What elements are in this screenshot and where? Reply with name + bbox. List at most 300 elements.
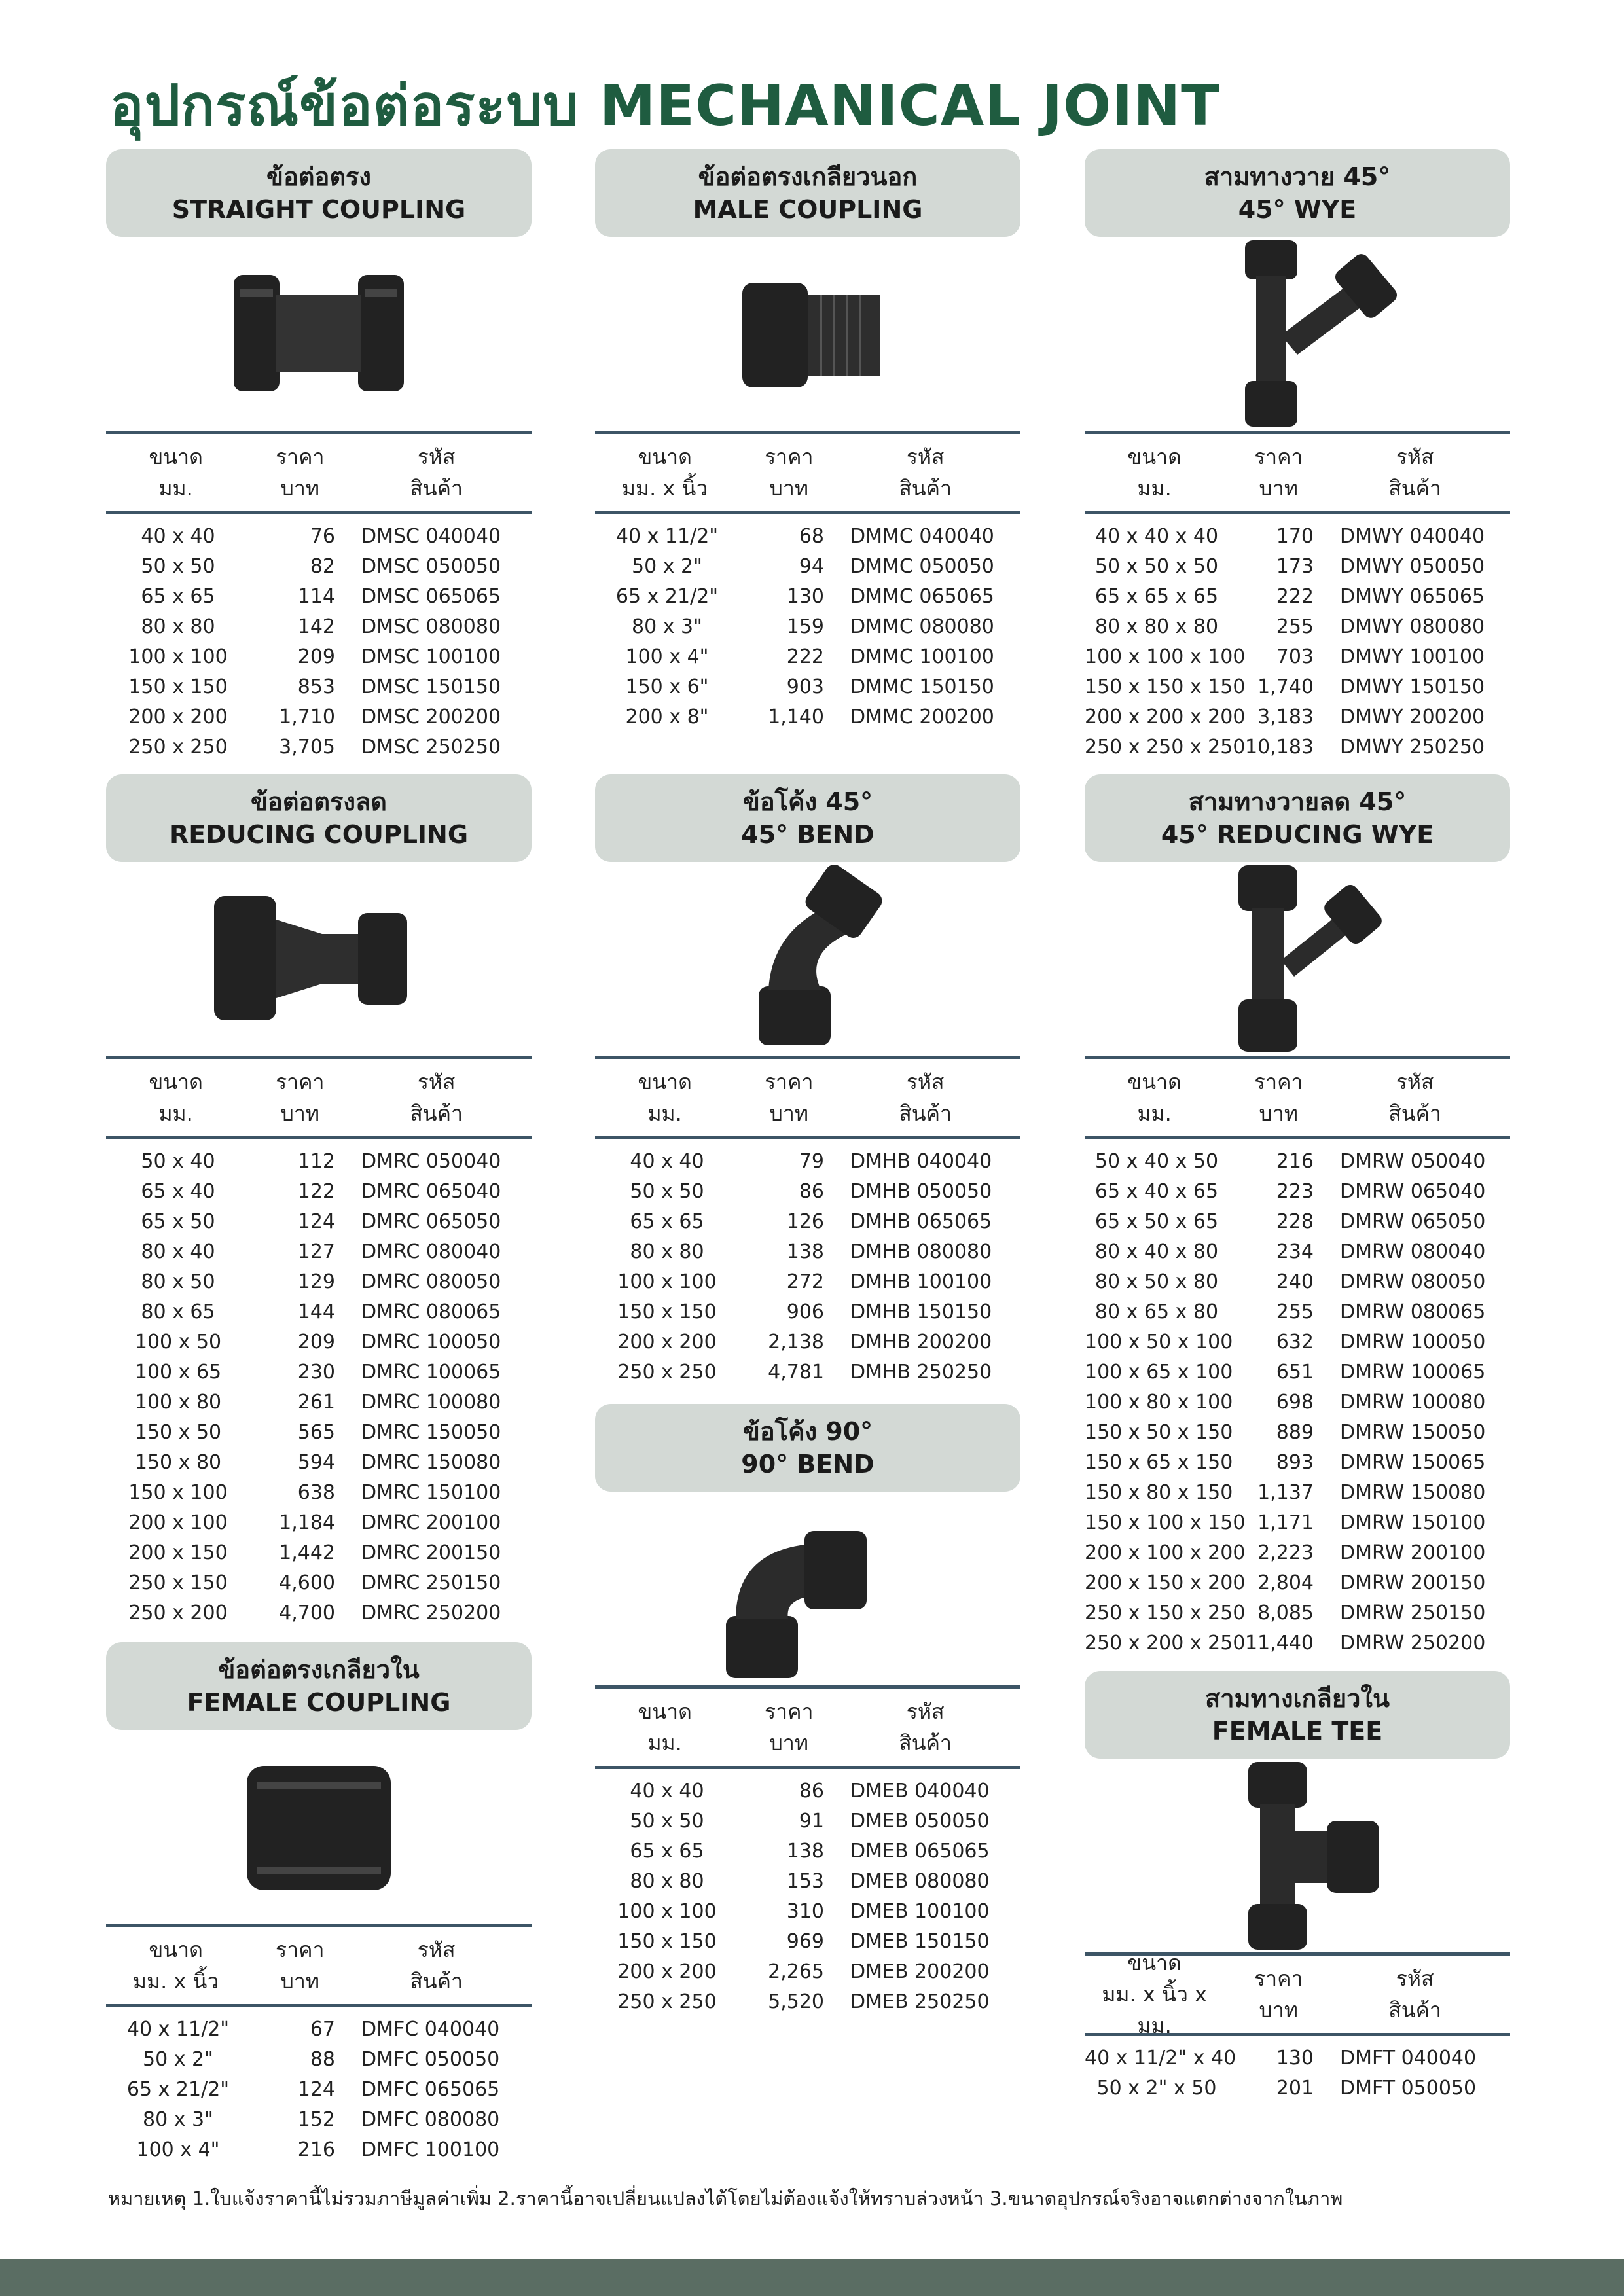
size-cell: 40 x 40 <box>630 1779 704 1803</box>
table-row <box>595 1836 1020 1866</box>
table-row <box>1085 1507 1510 1537</box>
size-cell: 65 x 65 x 65 <box>1094 584 1219 608</box>
price-column-header-line: ราคา <box>764 1699 814 1724</box>
size-cell: 250 x 150 <box>128 1571 228 1594</box>
price-column-header-line: บาท <box>1259 476 1298 501</box>
table-body <box>1085 2036 1510 2103</box>
code-cell: DMEB 080080 <box>850 1869 990 1893</box>
size-cell: 150 x 100 x 150 <box>1085 1511 1246 1534</box>
table-row <box>595 1926 1020 1956</box>
price-cell: 1,171 <box>1257 1511 1314 1534</box>
price-column-header-line: บาท <box>280 1969 319 1994</box>
price-cell: 67 <box>310 2017 335 2041</box>
page-title: อุปกรณ์ข้อต่อระบบ MECHANICAL JOINT <box>110 73 1220 139</box>
price-cell: 91 <box>799 1809 824 1833</box>
price-cell: 638 <box>297 1480 335 1504</box>
size-cell: 50 x 2" x 50 <box>1096 2076 1217 2100</box>
code-cell: DMWY 200200 <box>1340 705 1485 728</box>
size-column-header-line: ขนาด <box>149 444 203 469</box>
code-column-header <box>830 1066 1020 1129</box>
table-row <box>106 732 532 762</box>
size-cell: 150 x 80 <box>134 1450 222 1474</box>
code-cell: DMWY 250250 <box>1340 735 1485 759</box>
price-cell: 3,705 <box>279 735 335 759</box>
product-image <box>1085 862 1510 1056</box>
code-cell: DMRC 150080 <box>361 1450 501 1474</box>
table-row <box>1085 641 1510 672</box>
price-cell: 11,440 <box>1245 1631 1314 1655</box>
table-row <box>595 1866 1020 1896</box>
section-male-coupling <box>595 149 1020 732</box>
section-title-thai: ข้อโค้ง 45° <box>742 787 873 816</box>
table-row <box>1085 2043 1510 2073</box>
section-title-english: FEMALE COUPLING <box>187 1688 451 1717</box>
table-row <box>1085 1447 1510 1477</box>
section-title-thai: สามทางเกลียวใน <box>1205 1684 1390 1713</box>
price-column-header-line: บาท <box>1259 1101 1298 1126</box>
table-row <box>595 1776 1020 1806</box>
table-row <box>106 1236 532 1266</box>
price-column-header <box>734 1066 830 1129</box>
size-cell: 50 x 50 <box>141 554 215 578</box>
table-row <box>1085 1206 1510 1236</box>
code-column-header-line: รหัส <box>417 1069 456 1094</box>
price-cell: 86 <box>799 1179 824 1203</box>
code-cell: DMRW 100065 <box>1340 1360 1486 1384</box>
price-cell: 255 <box>1276 615 1314 638</box>
code-cell: DMSC 100100 <box>361 645 501 668</box>
size-cell: 150 x 100 <box>128 1480 228 1504</box>
code-cell: DMMC 200200 <box>850 705 994 728</box>
price-column-header <box>245 441 341 504</box>
size-column-header <box>1085 441 1224 504</box>
price-cell: 112 <box>297 1149 335 1173</box>
table-header <box>595 1685 1020 1769</box>
price-column-header <box>1224 1066 1320 1129</box>
code-cell: DMMC 050050 <box>850 554 994 578</box>
section-title-english: 45° REDUCING WYE <box>1161 820 1434 849</box>
size-cell: 250 x 200 x 250 <box>1085 1631 1246 1655</box>
table-row <box>1085 1477 1510 1507</box>
size-column-header-line: มม. <box>158 1101 193 1126</box>
code-cell: DMRW 100080 <box>1340 1390 1486 1414</box>
size-cell: 65 x 21/2" <box>126 2077 230 2101</box>
table-row <box>595 551 1020 581</box>
price-column-header-line: บาท <box>1259 1998 1298 2022</box>
size-cell: 80 x 65 x 80 <box>1094 1300 1219 1323</box>
code-cell: DMWY 150150 <box>1340 675 1485 698</box>
code-cell: DMEB 200200 <box>850 1960 990 1983</box>
code-cell: DMFC 040040 <box>361 2017 500 2041</box>
table-header <box>106 1924 532 2007</box>
price-cell: 3,183 <box>1257 705 1314 728</box>
code-cell: DMRW 150080 <box>1340 1480 1486 1504</box>
price-column-header-line: ราคา <box>275 1069 325 1094</box>
table-row <box>595 1896 1020 1926</box>
table-row <box>595 1956 1020 1986</box>
size-cell: 100 x 50 x 100 <box>1085 1330 1233 1354</box>
code-cell: DMHB 040040 <box>850 1149 992 1173</box>
price-cell: 4,700 <box>279 1601 335 1624</box>
price-cell: 222 <box>1276 584 1314 608</box>
price-cell: 173 <box>1276 554 1314 578</box>
price-cell: 310 <box>786 1899 824 1923</box>
table-row <box>106 2134 532 2164</box>
price-cell: 153 <box>786 1869 824 1893</box>
size-column-header-line: ขนาด <box>1127 1950 1182 1975</box>
price-cell: 893 <box>1276 1450 1314 1474</box>
table-row <box>106 1477 532 1507</box>
size-cell: 50 x 50 <box>630 1809 704 1833</box>
size-cell: 80 x 50 x 80 <box>1094 1270 1219 1293</box>
price-column-header-line: บาท <box>280 1101 319 1126</box>
size-cell: 50 x 40 <box>141 1149 215 1173</box>
size-cell: 40 x 40 <box>630 1149 704 1173</box>
price-column-header-line: บาท <box>769 1101 808 1126</box>
size-cell: 40 x 11/2" x 40 <box>1085 2046 1236 2070</box>
tee-fitting-icon <box>1085 1759 1510 1952</box>
section-title-english: 45° WYE <box>1238 195 1357 224</box>
size-cell: 65 x 50 x 65 <box>1094 1210 1219 1233</box>
code-cell: DMHB 150150 <box>850 1300 992 1323</box>
price-cell: 2,265 <box>768 1960 824 1983</box>
code-cell: DMHB 080080 <box>850 1240 992 1263</box>
table-row <box>106 702 532 732</box>
bend45-fitting-icon <box>595 862 1020 1056</box>
size-cell: 100 x 65 <box>134 1360 222 1384</box>
product-image <box>1085 1759 1510 1952</box>
code-cell: DMRC 250150 <box>361 1571 501 1594</box>
code-cell: DMRC 200100 <box>361 1511 501 1534</box>
code-cell: DMRW 150065 <box>1340 1450 1486 1474</box>
code-column-header-line: รหัส <box>1396 444 1434 469</box>
price-cell: 234 <box>1276 1240 1314 1263</box>
size-column-header-line: มม. <box>1137 1101 1172 1126</box>
table-row <box>106 1146 532 1176</box>
price-cell: 2,804 <box>1257 1571 1314 1594</box>
section-title-thai: ข้อต่อตรงเกลียวใน <box>218 1655 420 1684</box>
code-cell: DMWY 100100 <box>1340 645 1485 668</box>
code-cell: DMRC 080040 <box>361 1240 501 1263</box>
size-column-header-line: ขนาด <box>638 1069 692 1094</box>
table-row <box>106 1537 532 1568</box>
code-column-header <box>830 1696 1020 1759</box>
code-cell: DMMC 065065 <box>850 584 994 608</box>
code-cell: DMRC 250200 <box>361 1601 501 1624</box>
section-header <box>106 149 532 237</box>
price-cell: 651 <box>1276 1360 1314 1384</box>
code-cell: DMWY 080080 <box>1340 615 1485 638</box>
size-cell: 50 x 2" <box>632 554 702 578</box>
table-body <box>595 1769 1020 2017</box>
table-row <box>1085 2073 1510 2103</box>
product-image <box>1085 237 1510 431</box>
code-column-header-line: สินค้า <box>899 476 952 501</box>
section-straight-coupling <box>106 149 532 762</box>
section-header <box>595 149 1020 237</box>
size-cell: 80 x 80 <box>630 1869 704 1893</box>
table-row <box>106 1266 532 1297</box>
section-header <box>595 1404 1020 1492</box>
table-row <box>106 1357 532 1387</box>
code-cell: DMMC 080080 <box>850 615 994 638</box>
price-column-header <box>1224 441 1320 504</box>
price-cell: 1,137 <box>1257 1480 1314 1504</box>
size-column-header <box>106 441 245 504</box>
price-cell: 889 <box>1276 1420 1314 1444</box>
table-row <box>1085 1537 1510 1568</box>
code-column-header <box>1320 1066 1510 1129</box>
code-cell: DMRW 065040 <box>1340 1179 1486 1203</box>
price-column-header <box>734 441 830 504</box>
table-row <box>595 1986 1020 2017</box>
price-cell: 1,184 <box>279 1511 335 1534</box>
table-row <box>1085 1417 1510 1447</box>
table-row <box>106 1568 532 1598</box>
price-cell: 2,138 <box>768 1330 824 1354</box>
table-row <box>1085 1266 1510 1297</box>
size-column-header <box>106 1066 245 1129</box>
section-45-bend <box>595 774 1020 1387</box>
size-cell: 250 x 200 <box>128 1601 228 1624</box>
price-cell: 4,600 <box>279 1571 335 1594</box>
table-row <box>106 641 532 672</box>
code-column-header-line: รหัส <box>906 1699 945 1724</box>
price-cell: 228 <box>1276 1210 1314 1233</box>
price-cell: 703 <box>1276 645 1314 668</box>
price-cell: 906 <box>786 1300 824 1323</box>
table-row <box>106 2104 532 2134</box>
section-title-english: MALE COUPLING <box>693 195 923 224</box>
size-column-header-line: มม. x นิ้ว <box>621 476 708 501</box>
price-cell: 94 <box>799 554 824 578</box>
size-cell: 100 x 4" <box>136 2138 220 2161</box>
table-row <box>1085 1387 1510 1417</box>
price-column-header <box>734 1696 830 1759</box>
table-header <box>106 1056 532 1139</box>
code-cell: DMHB 050050 <box>850 1179 992 1203</box>
size-column-header-line: มม. x นิ้ว <box>132 1969 219 1994</box>
price-cell: 255 <box>1276 1300 1314 1323</box>
code-cell: DMHB 065065 <box>850 1210 992 1233</box>
size-cell: 100 x 4" <box>625 645 709 668</box>
code-cell: DMRC 100065 <box>361 1360 501 1384</box>
table-row <box>595 521 1020 551</box>
section-title-thai: ข้อต่อตรง <box>266 162 371 191</box>
size-cell: 200 x 200 <box>617 1330 717 1354</box>
price-column-header <box>245 1066 341 1129</box>
code-cell: DMFT 050050 <box>1340 2076 1477 2100</box>
table-row <box>595 1266 1020 1297</box>
code-cell: DMRW 150100 <box>1340 1511 1486 1534</box>
price-cell: 632 <box>1276 1330 1314 1354</box>
size-cell: 80 x 3" <box>632 615 702 638</box>
size-cell: 65 x 40 x 65 <box>1094 1179 1219 1203</box>
price-cell: 903 <box>786 675 824 698</box>
price-cell: 240 <box>1276 1270 1314 1293</box>
size-column-header <box>1085 1066 1224 1129</box>
size-cell: 65 x 65 <box>141 584 215 608</box>
code-cell: DMRW 065050 <box>1340 1210 1486 1233</box>
product-image <box>595 1492 1020 1685</box>
size-cell: 40 x 40 <box>141 524 215 548</box>
size-column-header <box>595 1066 734 1129</box>
price-cell: 82 <box>310 554 335 578</box>
price-column-header-line: บาท <box>280 476 319 501</box>
section-title-thai: ข้อโค้ง 90° <box>742 1417 873 1446</box>
table-row <box>1085 551 1510 581</box>
price-cell: 68 <box>799 524 824 548</box>
price-cell: 2,223 <box>1257 1541 1314 1564</box>
table-row <box>1085 1327 1510 1357</box>
table-row <box>595 672 1020 702</box>
size-column-header-line: ขนาด <box>1127 444 1182 469</box>
table-row <box>106 521 532 551</box>
size-cell: 200 x 100 x 200 <box>1085 1541 1246 1564</box>
size-cell: 100 x 80 <box>134 1390 222 1414</box>
price-column-header <box>245 1934 341 1997</box>
price-column-header <box>1224 1963 1320 2026</box>
table-row <box>595 1357 1020 1387</box>
size-cell: 80 x 80 <box>630 1240 704 1263</box>
table-body <box>595 514 1020 732</box>
price-cell: 216 <box>297 2138 335 2161</box>
code-column-header-line: รหัส <box>1396 1966 1434 1991</box>
table-row <box>1085 702 1510 732</box>
table-row <box>1085 611 1510 641</box>
straight-fitting-icon <box>106 237 532 431</box>
code-cell: DMEB 250250 <box>850 1990 990 2013</box>
price-cell: 222 <box>786 645 824 668</box>
size-cell: 65 x 65 <box>630 1210 704 1233</box>
table-row <box>106 1327 532 1357</box>
table-row <box>106 1417 532 1447</box>
code-cell: DMRW 050040 <box>1340 1149 1486 1173</box>
footnote: หมายเหตุ 1.ใบแจ้งราคานี้ไม่รวมภาษีมูลค่าเพิ่ม 2.ราคานี้อาจเปลี่ยนแปลงได้โดยไม่ต้องแจ้งให้ทราบล่วงหน้า 3.ขนาดอุปกรณ์จริงอาจแตกต่างจากในภาพ <box>108 2187 1343 2210</box>
code-cell: DMSC 050050 <box>361 554 501 578</box>
section-female-tee <box>1085 1671 1510 2103</box>
size-cell: 100 x 50 <box>134 1330 222 1354</box>
table-row <box>1085 672 1510 702</box>
code-column-header-line: สินค้า <box>899 1731 952 1755</box>
table-body <box>106 1139 532 1628</box>
table-header <box>595 1056 1020 1139</box>
size-column-header-line: ขนาด <box>149 1069 203 1094</box>
section-90-bend <box>595 1404 1020 2017</box>
code-cell: DMRC 065040 <box>361 1179 501 1203</box>
section-title-thai: สามทางวาย 45° <box>1204 162 1391 191</box>
table-row <box>595 1206 1020 1236</box>
table-row <box>595 1146 1020 1176</box>
code-column-header-line: สินค้า <box>410 476 463 501</box>
table-row <box>1085 1297 1510 1327</box>
wye-fitting-icon <box>1085 237 1510 431</box>
size-column-header-line: มม. <box>1137 476 1172 501</box>
code-column-header-line: สินค้า <box>1388 1101 1441 1126</box>
section-title-english: 45° BEND <box>741 820 875 849</box>
section-45-wye <box>1085 149 1510 762</box>
code-column-header-line: รหัส <box>906 444 945 469</box>
code-cell: DMFC 100100 <box>361 2138 500 2161</box>
code-cell: DMRC 100050 <box>361 1330 501 1354</box>
price-cell: 565 <box>297 1420 335 1444</box>
code-column-header <box>830 441 1020 504</box>
section-title-thai: สามทางวายลด 45° <box>1188 787 1407 816</box>
size-cell: 250 x 250 x 250 <box>1085 735 1246 759</box>
product-image <box>106 237 532 431</box>
code-cell: DMHB 200200 <box>850 1330 992 1354</box>
price-cell: 209 <box>297 645 335 668</box>
price-cell: 138 <box>786 1240 824 1263</box>
size-cell: 50 x 50 x 50 <box>1094 554 1219 578</box>
female-fitting-icon <box>106 1730 532 1924</box>
size-cell: 40 x 11/2" <box>615 524 719 548</box>
code-column-header-line: รหัส <box>417 1937 456 1962</box>
code-cell: DMFC 065065 <box>361 2077 500 2101</box>
table-row <box>595 1176 1020 1206</box>
section-female-coupling <box>106 1642 532 2164</box>
table-row <box>106 551 532 581</box>
code-cell: DMRW 080040 <box>1340 1240 1486 1263</box>
size-cell: 150 x 150 <box>617 1300 717 1323</box>
price-column-header-line: บาท <box>769 476 808 501</box>
section-header <box>1085 1671 1510 1759</box>
section-45-reducing-wye <box>1085 774 1510 1658</box>
price-cell: 209 <box>297 1330 335 1354</box>
size-cell: 50 x 50 <box>630 1179 704 1203</box>
table-row <box>1085 1357 1510 1387</box>
size-cell: 200 x 200 <box>617 1960 717 1983</box>
price-cell: 223 <box>1276 1179 1314 1203</box>
code-cell: DMSC 250250 <box>361 735 501 759</box>
price-cell: 216 <box>1276 1149 1314 1173</box>
size-cell: 80 x 80 x 80 <box>1094 615 1219 638</box>
code-cell: DMHB 250250 <box>850 1360 992 1384</box>
price-cell: 159 <box>786 615 824 638</box>
code-cell: DMRC 080050 <box>361 1270 501 1293</box>
table-row <box>1085 1146 1510 1176</box>
table-row <box>106 1507 532 1537</box>
size-cell: 65 x 65 <box>630 1839 704 1863</box>
size-column-header <box>1085 1947 1224 2041</box>
size-cell: 100 x 65 x 100 <box>1085 1360 1233 1384</box>
price-cell: 124 <box>297 1210 335 1233</box>
code-cell: DMEB 050050 <box>850 1809 990 1833</box>
size-cell: 150 x 80 x 150 <box>1085 1480 1233 1504</box>
table-header <box>1085 1056 1510 1139</box>
price-cell: 130 <box>786 584 824 608</box>
table-row <box>1085 1236 1510 1266</box>
code-cell: DMRW 250150 <box>1340 1601 1486 1624</box>
code-cell: DMRW 250200 <box>1340 1631 1486 1655</box>
section-title-english: 90° BEND <box>741 1450 875 1479</box>
size-cell: 200 x 8" <box>625 705 709 728</box>
table-body <box>106 2007 532 2164</box>
size-cell: 80 x 80 <box>141 615 215 638</box>
size-cell: 65 x 21/2" <box>615 584 719 608</box>
code-cell: DMSC 200200 <box>361 705 501 728</box>
price-cell: 10,183 <box>1245 735 1314 759</box>
section-header <box>595 774 1020 862</box>
code-cell: DMEB 100100 <box>850 1899 990 1923</box>
size-cell: 80 x 3" <box>143 2108 213 2131</box>
code-cell: DMRW 200150 <box>1340 1571 1486 1594</box>
size-cell: 200 x 200 <box>128 705 228 728</box>
size-column-header <box>595 441 734 504</box>
price-cell: 201 <box>1276 2076 1314 2100</box>
size-cell: 80 x 40 x 80 <box>1094 1240 1219 1263</box>
price-column-header-line: ราคา <box>764 444 814 469</box>
